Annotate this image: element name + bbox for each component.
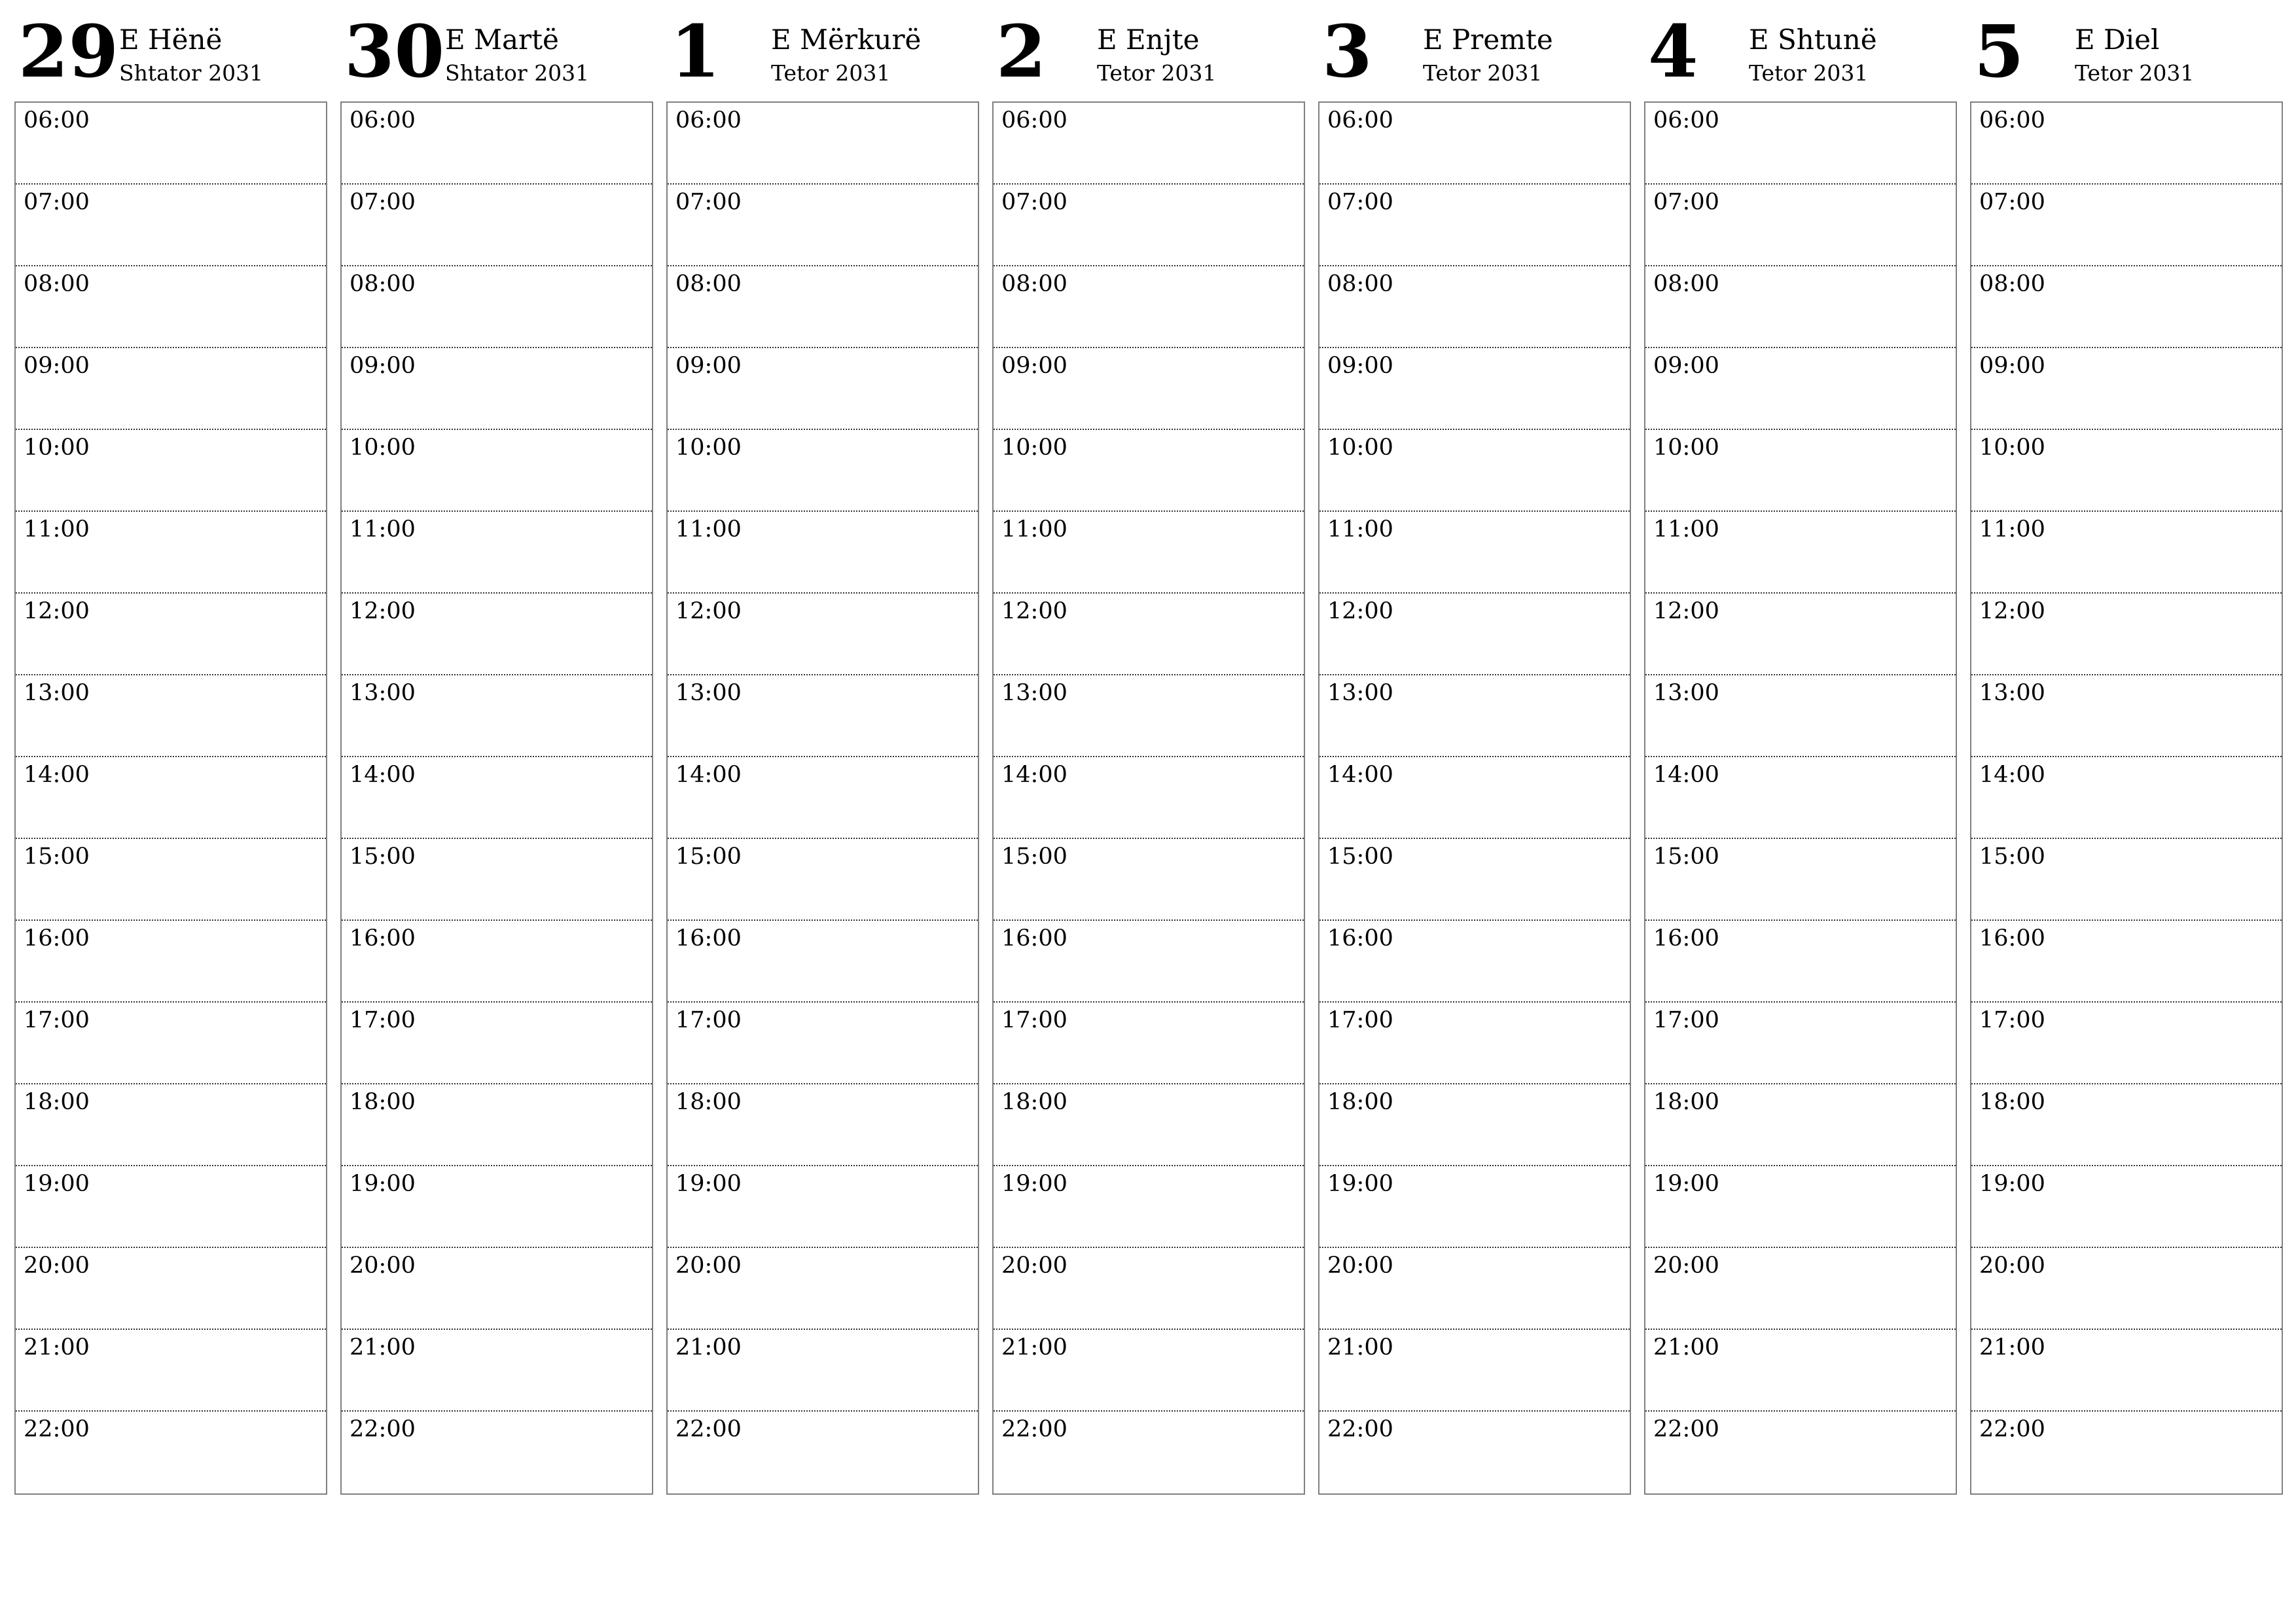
time-slot[interactable] [1645,1084,1956,1166]
time-slot[interactable] [1645,103,1956,185]
slot-time-label: 16:00 [675,925,742,952]
slot-time-label: 20:00 [1001,1253,1067,1279]
day-header [1318,0,1631,98]
day-number: 1 [670,9,721,94]
slot-time-label: 21:00 [1979,1334,2045,1361]
time-slot[interactable] [1971,839,2282,921]
slot-time-label: 10:00 [24,435,90,461]
day-header [1644,0,1957,98]
time-slot[interactable] [1319,348,1630,430]
weekly-planner [14,0,2282,1505]
time-slot[interactable] [668,1248,978,1330]
time-slot[interactable] [1971,512,2282,594]
time-slot[interactable] [1971,103,2282,185]
time-slot[interactable] [994,675,1304,757]
slot-time-label: 21:00 [1653,1334,1719,1361]
slot-time-label: 18:00 [1001,1089,1067,1115]
time-slot[interactable] [342,348,652,430]
slot-time-label: 11:00 [350,516,416,543]
day-number: 5 [1974,9,2024,94]
time-slot[interactable] [994,1248,1304,1330]
day-month: Tetor 2031 [2075,60,2195,86]
time-slot[interactable] [668,1412,978,1493]
slot-time-label: 07:00 [1979,189,2045,215]
slot-time-label: 06:00 [1653,107,1719,134]
slot-time-label: 09:00 [675,353,742,379]
slot-time-label: 08:00 [1327,271,1393,297]
time-slot[interactable] [342,1166,652,1248]
slot-time-label: 21:00 [675,1334,742,1361]
slot-time-label: 13:00 [1327,680,1393,706]
slot-time-label: 17:00 [1653,1007,1719,1033]
slot-time-label: 18:00 [1327,1089,1393,1115]
slot-time-label: 18:00 [1979,1089,2045,1115]
slot-time-label: 07:00 [350,189,416,215]
slot-time-label: 17:00 [24,1007,90,1033]
slot-time-label: 17:00 [675,1007,742,1033]
time-slot[interactable] [1971,921,2282,1003]
slot-time-label: 12:00 [1001,598,1067,624]
day-header [1970,0,2283,98]
time-slot[interactable] [342,839,652,921]
time-slot[interactable] [994,594,1304,675]
slot-time-label: 19:00 [1979,1171,2045,1197]
time-slot[interactable] [1645,512,1956,594]
slot-time-label: 22:00 [24,1416,90,1442]
day-header [992,0,1305,98]
slot-time-label: 07:00 [1653,189,1719,215]
time-slot[interactable] [1645,1003,1956,1084]
time-slot[interactable] [1645,839,1956,921]
time-slot[interactable] [1645,185,1956,266]
time-slot[interactable] [1319,266,1630,348]
slot-time-label: 06:00 [675,107,742,134]
time-slot[interactable] [994,266,1304,348]
time-slot[interactable] [668,512,978,594]
slot-time-label: 16:00 [24,925,90,952]
time-slot[interactable] [1319,675,1630,757]
slot-time-label: 14:00 [1001,762,1067,788]
time-slot[interactable] [668,430,978,512]
time-slot[interactable] [16,103,326,185]
slot-time-label: 19:00 [24,1171,90,1197]
time-slot[interactable] [1319,839,1630,921]
time-slot[interactable] [1319,430,1630,512]
time-slot[interactable] [342,594,652,675]
time-slot[interactable] [342,512,652,594]
time-slot[interactable] [1645,594,1956,675]
slot-time-label: 11:00 [1653,516,1719,543]
time-slot[interactable] [16,839,326,921]
slot-time-label: 21:00 [1001,1334,1067,1361]
slot-time-label: 11:00 [675,516,742,543]
slot-time-label: 14:00 [675,762,742,788]
time-slot[interactable] [1971,430,2282,512]
time-slot[interactable] [994,1003,1304,1084]
day-number: 29 [18,9,119,94]
slot-time-label: 17:00 [1327,1007,1393,1033]
time-slot[interactable] [16,430,326,512]
slot-time-label: 11:00 [24,516,90,543]
slot-time-label: 22:00 [1001,1416,1067,1442]
time-slot[interactable] [668,921,978,1003]
slot-time-label: 06:00 [1001,107,1067,134]
slot-time-label: 13:00 [24,680,90,706]
time-slot[interactable] [1319,512,1630,594]
slot-time-label: 14:00 [1653,762,1719,788]
day-schedule [992,101,1305,1495]
time-slot[interactable] [16,1003,326,1084]
time-slot[interactable] [994,839,1304,921]
time-slot[interactable] [1645,1248,1956,1330]
slot-time-label: 19:00 [1653,1171,1719,1197]
time-slot[interactable] [668,594,978,675]
slot-time-label: 12:00 [350,598,416,624]
slot-time-label: 12:00 [24,598,90,624]
time-slot[interactable] [16,675,326,757]
time-slot[interactable] [1645,348,1956,430]
slot-time-label: 20:00 [24,1253,90,1279]
slot-time-label: 17:00 [350,1007,416,1033]
day-schedule [666,101,979,1495]
slot-time-label: 06:00 [1327,107,1393,134]
day-column [992,0,1305,1505]
slot-time-label: 14:00 [1979,762,2045,788]
slot-time-label: 18:00 [1653,1089,1719,1115]
day-name: E Hënë [119,24,223,56]
day-column [1644,0,1957,1505]
slot-time-label: 16:00 [1001,925,1067,952]
slot-time-label: 17:00 [1001,1007,1067,1033]
time-slot[interactable] [994,1412,1304,1493]
day-schedule [14,101,327,1495]
slot-time-label: 16:00 [350,925,416,952]
slot-time-label: 08:00 [1979,271,2045,297]
time-slot[interactable] [342,1248,652,1330]
time-slot[interactable] [342,757,652,839]
time-slot[interactable] [1319,757,1630,839]
slot-time-label: 12:00 [675,598,742,624]
day-header [666,0,979,98]
slot-time-label: 07:00 [1001,189,1067,215]
time-slot[interactable] [1645,1330,1956,1412]
day-name: E Mërkurë [771,24,922,56]
time-slot[interactable] [1971,185,2282,266]
time-slot[interactable] [1645,430,1956,512]
time-slot[interactable] [16,1330,326,1412]
slot-time-label: 12:00 [1979,598,2045,624]
slot-time-label: 09:00 [1653,353,1719,379]
slot-time-label: 22:00 [1979,1416,2045,1442]
time-slot[interactable] [668,1166,978,1248]
day-column [666,0,979,1505]
slot-time-label: 22:00 [1653,1416,1719,1442]
time-slot[interactable] [668,757,978,839]
time-slot[interactable] [1971,348,2282,430]
slot-time-label: 06:00 [24,107,90,134]
day-column [1970,0,2283,1505]
slot-time-label: 09:00 [1979,353,2045,379]
time-slot[interactable] [1319,1003,1630,1084]
slot-time-label: 20:00 [675,1253,742,1279]
day-header [340,0,653,98]
slot-time-label: 19:00 [350,1171,416,1197]
day-month: Tetor 2031 [771,60,891,86]
slot-time-label: 10:00 [675,435,742,461]
slot-time-label: 08:00 [24,271,90,297]
slot-time-label: 17:00 [1979,1007,2045,1033]
slot-time-label: 13:00 [1001,680,1067,706]
time-slot[interactable] [994,1330,1304,1412]
time-slot[interactable] [1645,1412,1956,1493]
day-schedule [1644,101,1957,1495]
time-slot[interactable] [668,266,978,348]
day-number: 2 [996,9,1047,94]
day-name: E Shtunë [1749,24,1877,56]
time-slot[interactable] [1319,1330,1630,1412]
slot-time-label: 19:00 [675,1171,742,1197]
slot-time-label: 13:00 [1653,680,1719,706]
slot-time-label: 21:00 [24,1334,90,1361]
time-slot[interactable] [1645,921,1956,1003]
time-slot[interactable] [1645,757,1956,839]
time-slot[interactable] [668,348,978,430]
slot-time-label: 14:00 [24,762,90,788]
time-slot[interactable] [1319,103,1630,185]
time-slot[interactable] [994,1166,1304,1248]
time-slot[interactable] [16,512,326,594]
day-month: Tetor 2031 [1097,60,1217,86]
time-slot[interactable] [16,1248,326,1330]
time-slot[interactable] [1971,1248,2282,1330]
time-slot[interactable] [994,185,1304,266]
time-slot[interactable] [1319,594,1630,675]
slot-time-label: 16:00 [1327,925,1393,952]
slot-time-label: 14:00 [350,762,416,788]
time-slot[interactable] [16,266,326,348]
slot-time-label: 15:00 [1001,844,1067,870]
time-slot[interactable] [1645,675,1956,757]
day-month: Shtator 2031 [445,60,590,86]
day-column [1318,0,1631,1505]
slot-time-label: 13:00 [1979,680,2045,706]
slot-time-label: 08:00 [350,271,416,297]
day-name: E Enjte [1097,24,1200,56]
slot-time-label: 10:00 [1327,435,1393,461]
day-name: E Martë [445,24,559,56]
time-slot[interactable] [994,512,1304,594]
time-slot[interactable] [994,430,1304,512]
time-slot[interactable] [1971,594,2282,675]
slot-time-label: 11:00 [1001,516,1067,543]
time-slot[interactable] [1645,1166,1956,1248]
slot-time-label: 15:00 [1979,844,2045,870]
day-number: 3 [1322,9,1372,94]
time-slot[interactable] [342,1084,652,1166]
slot-time-label: 09:00 [24,353,90,379]
slot-time-label: 22:00 [350,1416,416,1442]
slot-time-label: 14:00 [1327,762,1393,788]
time-slot[interactable] [16,1412,326,1493]
time-slot[interactable] [1645,266,1956,348]
slot-time-label: 18:00 [24,1089,90,1115]
time-slot[interactable] [342,1412,652,1493]
time-slot[interactable] [994,1084,1304,1166]
time-slot[interactable] [1971,1412,2282,1493]
time-slot[interactable] [1319,1166,1630,1248]
time-slot[interactable] [1319,1248,1630,1330]
time-slot[interactable] [342,675,652,757]
slot-time-label: 10:00 [1653,435,1719,461]
day-month: Tetor 2031 [1749,60,1869,86]
time-slot[interactable] [16,757,326,839]
time-slot[interactable] [668,1330,978,1412]
slot-time-label: 22:00 [675,1416,742,1442]
slot-time-label: 11:00 [1327,516,1393,543]
time-slot[interactable] [1971,1330,2282,1412]
time-slot[interactable] [668,839,978,921]
slot-time-label: 07:00 [1327,189,1393,215]
time-slot[interactable] [342,921,652,1003]
day-header [14,0,327,98]
slot-time-label: 13:00 [675,680,742,706]
day-schedule [1970,101,2283,1495]
slot-time-label: 11:00 [1979,516,2045,543]
slot-time-label: 22:00 [1327,1416,1393,1442]
slot-time-label: 10:00 [1001,435,1067,461]
slot-time-label: 20:00 [1653,1253,1719,1279]
time-slot[interactable] [994,103,1304,185]
slot-time-label: 08:00 [1001,271,1067,297]
time-slot[interactable] [994,348,1304,430]
time-slot[interactable] [1971,266,2282,348]
time-slot[interactable] [1971,1003,2282,1084]
slot-time-label: 10:00 [1979,435,2045,461]
day-name: E Diel [2075,24,2160,56]
slot-time-label: 15:00 [1653,844,1719,870]
slot-time-label: 21:00 [350,1334,416,1361]
day-number: 4 [1648,9,1698,94]
day-column [340,0,653,1505]
slot-time-label: 18:00 [350,1089,416,1115]
time-slot[interactable] [16,348,326,430]
slot-time-label: 19:00 [1327,1171,1393,1197]
time-slot[interactable] [342,103,652,185]
time-slot[interactable] [1971,757,2282,839]
time-slot[interactable] [994,921,1304,1003]
slot-time-label: 18:00 [675,1089,742,1115]
day-schedule [340,101,653,1495]
time-slot[interactable] [342,1330,652,1412]
time-slot[interactable] [668,675,978,757]
time-slot[interactable] [342,266,652,348]
slot-time-label: 07:00 [675,189,742,215]
day-schedule [1318,101,1631,1495]
slot-time-label: 16:00 [1653,925,1719,952]
slot-time-label: 13:00 [350,680,416,706]
day-month: Shtator 2031 [119,60,264,86]
time-slot[interactable] [342,185,652,266]
time-slot[interactable] [668,1084,978,1166]
slot-time-label: 15:00 [1327,844,1393,870]
time-slot[interactable] [668,1003,978,1084]
slot-time-label: 20:00 [1327,1253,1393,1279]
slot-time-label: 10:00 [350,435,416,461]
slot-time-label: 08:00 [675,271,742,297]
slot-time-label: 09:00 [350,353,416,379]
slot-time-label: 20:00 [350,1253,416,1279]
slot-time-label: 20:00 [1979,1253,2045,1279]
slot-time-label: 07:00 [24,189,90,215]
time-slot[interactable] [342,1003,652,1084]
time-slot[interactable] [994,757,1304,839]
time-slot[interactable] [1319,1412,1630,1493]
time-slot[interactable] [16,921,326,1003]
slot-time-label: 08:00 [1653,271,1719,297]
slot-time-label: 06:00 [1979,107,2045,134]
day-number: 30 [344,9,445,94]
time-slot[interactable] [342,430,652,512]
slot-time-label: 12:00 [1653,598,1719,624]
time-slot[interactable] [16,185,326,266]
time-slot[interactable] [668,103,978,185]
time-slot[interactable] [668,185,978,266]
time-slot[interactable] [1319,921,1630,1003]
slot-time-label: 21:00 [1327,1334,1393,1361]
time-slot[interactable] [16,594,326,675]
slot-time-label: 16:00 [1979,925,2045,952]
time-slot[interactable] [1319,1084,1630,1166]
time-slot[interactable] [1319,185,1630,266]
day-month: Tetor 2031 [1423,60,1543,86]
time-slot[interactable] [1971,1084,2282,1166]
slot-time-label: 15:00 [24,844,90,870]
time-slot[interactable] [1971,1166,2282,1248]
time-slot[interactable] [16,1166,326,1248]
slot-time-label: 09:00 [1001,353,1067,379]
day-name: E Premte [1423,24,1553,56]
time-slot[interactable] [1971,675,2282,757]
slot-time-label: 15:00 [350,844,416,870]
time-slot[interactable] [16,1084,326,1166]
day-column [14,0,327,1505]
slot-time-label: 06:00 [350,107,416,134]
slot-time-label: 19:00 [1001,1171,1067,1197]
slot-time-label: 09:00 [1327,353,1393,379]
slot-time-label: 15:00 [675,844,742,870]
slot-time-label: 12:00 [1327,598,1393,624]
